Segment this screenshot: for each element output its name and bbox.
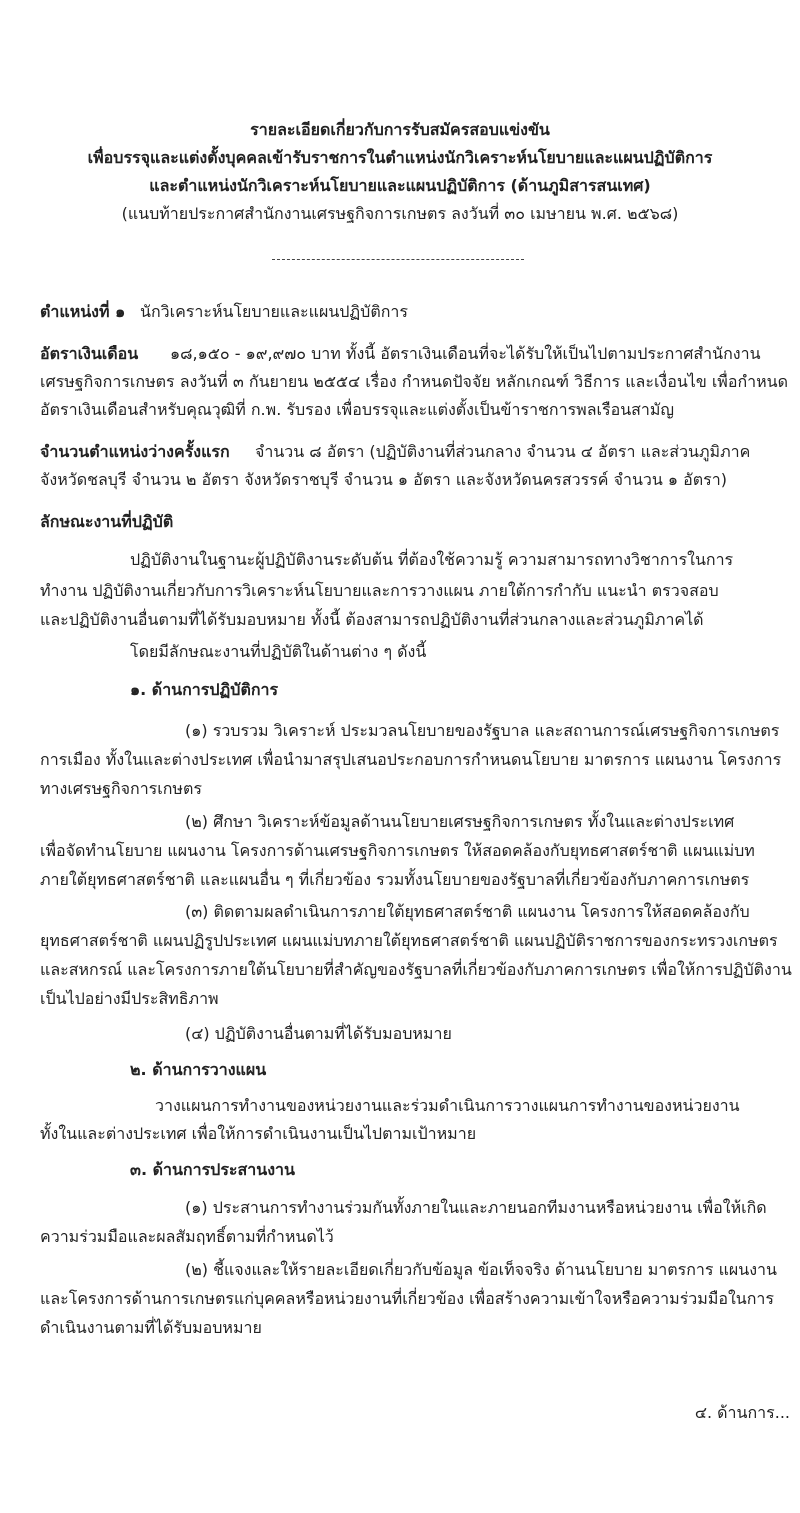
salary-label: อัตราเงินเดือน [40, 344, 139, 363]
section-1-line: (๔) ปฏิบัติงานอื่นตามที่ได้รับมอบหมาย [185, 1024, 452, 1043]
section-1-line: เป็นไปอย่างมีประสิทธิภาพ [40, 989, 219, 1008]
section-3-line: (๑) ประสานการทำงานร่วมกันทั้งภายในและภายนอกทีมงานหรือหน่วยงาน เพื่อให้เกิด [185, 1198, 767, 1217]
duties-intro: ปฏิบัติงานในฐานะผู้ปฏิบัติงานระดับต้น ที่ต้องใช้ความรู้ ความสามารถทางวิชาการในการ [130, 550, 734, 569]
section-2-line: วางแผนการทำงานของหน่วยงานและร่วมดำเนินการวางแผนการทำงานของหน่วยงาน [155, 1096, 740, 1115]
section-1-line: ภายใต้ยุทธศาสตร์ชาติ และแผนอื่น ๆ ที่เกี่ยวข้อง รวมทั้งนโยบายของรัฐบาลที่เกี่ยวข้องกับภาคการเกษตร [40, 870, 750, 889]
section-3-heading: ๓. ด้านการประสานงาน [130, 1160, 295, 1179]
section-1-line: เพื่อจัดทำนโยบาย แผนงาน โครงการด้านเศรษฐกิจการเกษตร ให้สอดคล้องกับยุทธศาสตร์ชาติ แผนแม่บท [40, 841, 755, 860]
section-1-heading: ๑. ด้านการปฏิบัติการ [130, 680, 279, 699]
position-label: ตำแหน่งที่ ๑ [40, 302, 126, 321]
divider [272, 259, 524, 260]
duties-heading: ลักษณะงานที่ปฏิบัติ [40, 512, 174, 531]
section-3-line: ความร่วมมือและผลสัมฤทธิ์ตามที่กำหนดไว้ [40, 1227, 334, 1246]
section-1-line: และสหกรณ์ และโครงการภายใต้นโยบายที่สำคัญของรัฐบาลที่เกี่ยวข้องกับภาคการเกษตร เพื่อให้การปฏิบัติงาน [40, 960, 792, 979]
salary-line: ๑๘,๑๕๐ - ๑๙,๙๗๐ บาท ทั้งนี้ อัตราเงินเดือนที่จะได้รับให้เป็นไปตามประกาศสำนักงาน [170, 344, 761, 363]
section-3-line: (๒) ชี้แจงและให้รายละเอียดเกี่ยวกับข้อมูล ข้อเท็จจริง ด้านนโยบาย มาตรการ แผนงาน [185, 1260, 777, 1279]
section-1-line: ทางเศรษฐกิจการเกษตร [40, 779, 202, 798]
subtitle: (แนบท้ายประกาศสำนักงานเศรษฐกิจการเกษตร ลงวันที่ ๓๐ เมษายน พ.ศ. ๒๕๖๘) [121, 204, 679, 223]
continued-marker: ๔. ด้านการ... [694, 1403, 790, 1422]
vacancy-line: จังหวัดชลบุรี จำนวน ๒ อัตรา จังหวัดราชบุรี จำนวน ๑ อัตรา และจังหวัดนครสวรรค์ จำนวน ๑ อัตรา) [40, 470, 727, 489]
title-line-2: เพื่อบรรจุและแต่งตั้งบุคคลเข้ารับราชการในตำแหน่งนักวิเคราะห์นโยบายและแผนปฏิบัติการ [87, 148, 713, 167]
salary-line: อัตราเงินเดือนสำหรับคุณวุฒิที่ ก.พ. รับรอง เพื่อบรรจุและแต่งตั้งเป็นข้าราชการพลเรือนสามัญ [40, 400, 675, 419]
duties-intro: และปฏิบัติงานอื่นตามที่ได้รับมอบหมาย ทั้งนี้ ต้องสามารถปฏิบัติงานที่ส่วนกลางและส่วนภูมิภาคได้ [40, 610, 704, 629]
section-1-line: การเมือง ทั้งในและต่างประเทศ เพื่อนำมาสรุปเสนอประกอบการกำหนดนโยบาย มาตรการ แผนงาน โครงการ [40, 750, 782, 769]
section-1-line: ยุทธศาสตร์ชาติ แผนปฏิรูปประเทศ แผนแม่บทภายใต้ยุทธศาสตร์ชาติ แผนปฏิบัติราชการของกระทรวงเกษตร [40, 931, 778, 950]
salary-line: เศรษฐกิจการเกษตร ลงวันที่ ๓ กันยายน ๒๕๕๔ เรื่อง กำหนดปัจจัย หลักเกณฑ์ วิธีการ และเงื่อนไข เพื่อกำหนด [40, 372, 789, 391]
section-2-heading: ๒. ด้านการวางแผน [130, 1060, 267, 1079]
section-1-line: (๓) ติดตามผลดำเนินการภายใต้ยุทธศาสตร์ชาติ แผนงาน โครงการให้สอดคล้องกับ [185, 902, 750, 921]
title-line-1: รายละเอียดเกี่ยวกับการรับสมัครสอบแข่งขัน [250, 120, 550, 139]
section-3-line: และโครงการด้านการเกษตรแก่บุคคลหรือหน่วยงานที่เกี่ยวข้อง เพื่อสร้างความเข้าใจหรือความร่วมมือในการ [40, 1289, 774, 1308]
section-1-line: (๒) ศึกษา วิเคราะห์ข้อมูลด้านนโยบายเศรษฐกิจการเกษตร ทั้งในและต่างประเทศ [185, 812, 735, 831]
vacancy-label: จำนวนตำแหน่งว่างครั้งแรก [40, 442, 230, 461]
section-1-line: (๑) รวบรวม วิเคราะห์ ประมวลนโยบายของรัฐบาล และสถานการณ์เศรษฐกิจการเกษตร [185, 721, 780, 740]
section-3-line: ดำเนินงานตามที่ได้รับมอบหมาย [40, 1318, 262, 1337]
duties-intro: ทำงาน ปฏิบัติงานเกี่ยวกับการวิเคราะห์นโยบายและการวางแผน ภายใต้การกำกับ แนะนำ ตรวจสอบ [40, 581, 719, 600]
section-2-line: ทั้งในและต่างประเทศ เพื่อให้การดำเนินงานเป็นไปตามเป้าหมาย [40, 1124, 477, 1143]
position-value: นักวิเคราะห์นโยบายและแผนปฏิบัติการ [140, 302, 408, 321]
title-line-3: และตำแหน่งนักวิเคราะห์นโยบายและแผนปฏิบัติการ (ด้านภูมิสารสนเทศ) [149, 176, 651, 195]
vacancy-line: จำนวน ๘ อัตรา (ปฏิบัติงานที่ส่วนกลาง จำนวน ๔ อัตรา และส่วนภูมิภาค [255, 442, 751, 461]
duties-intro: โดยมีลักษณะงานที่ปฏิบัติในด้านต่าง ๆ ดังนี้ [130, 642, 427, 661]
